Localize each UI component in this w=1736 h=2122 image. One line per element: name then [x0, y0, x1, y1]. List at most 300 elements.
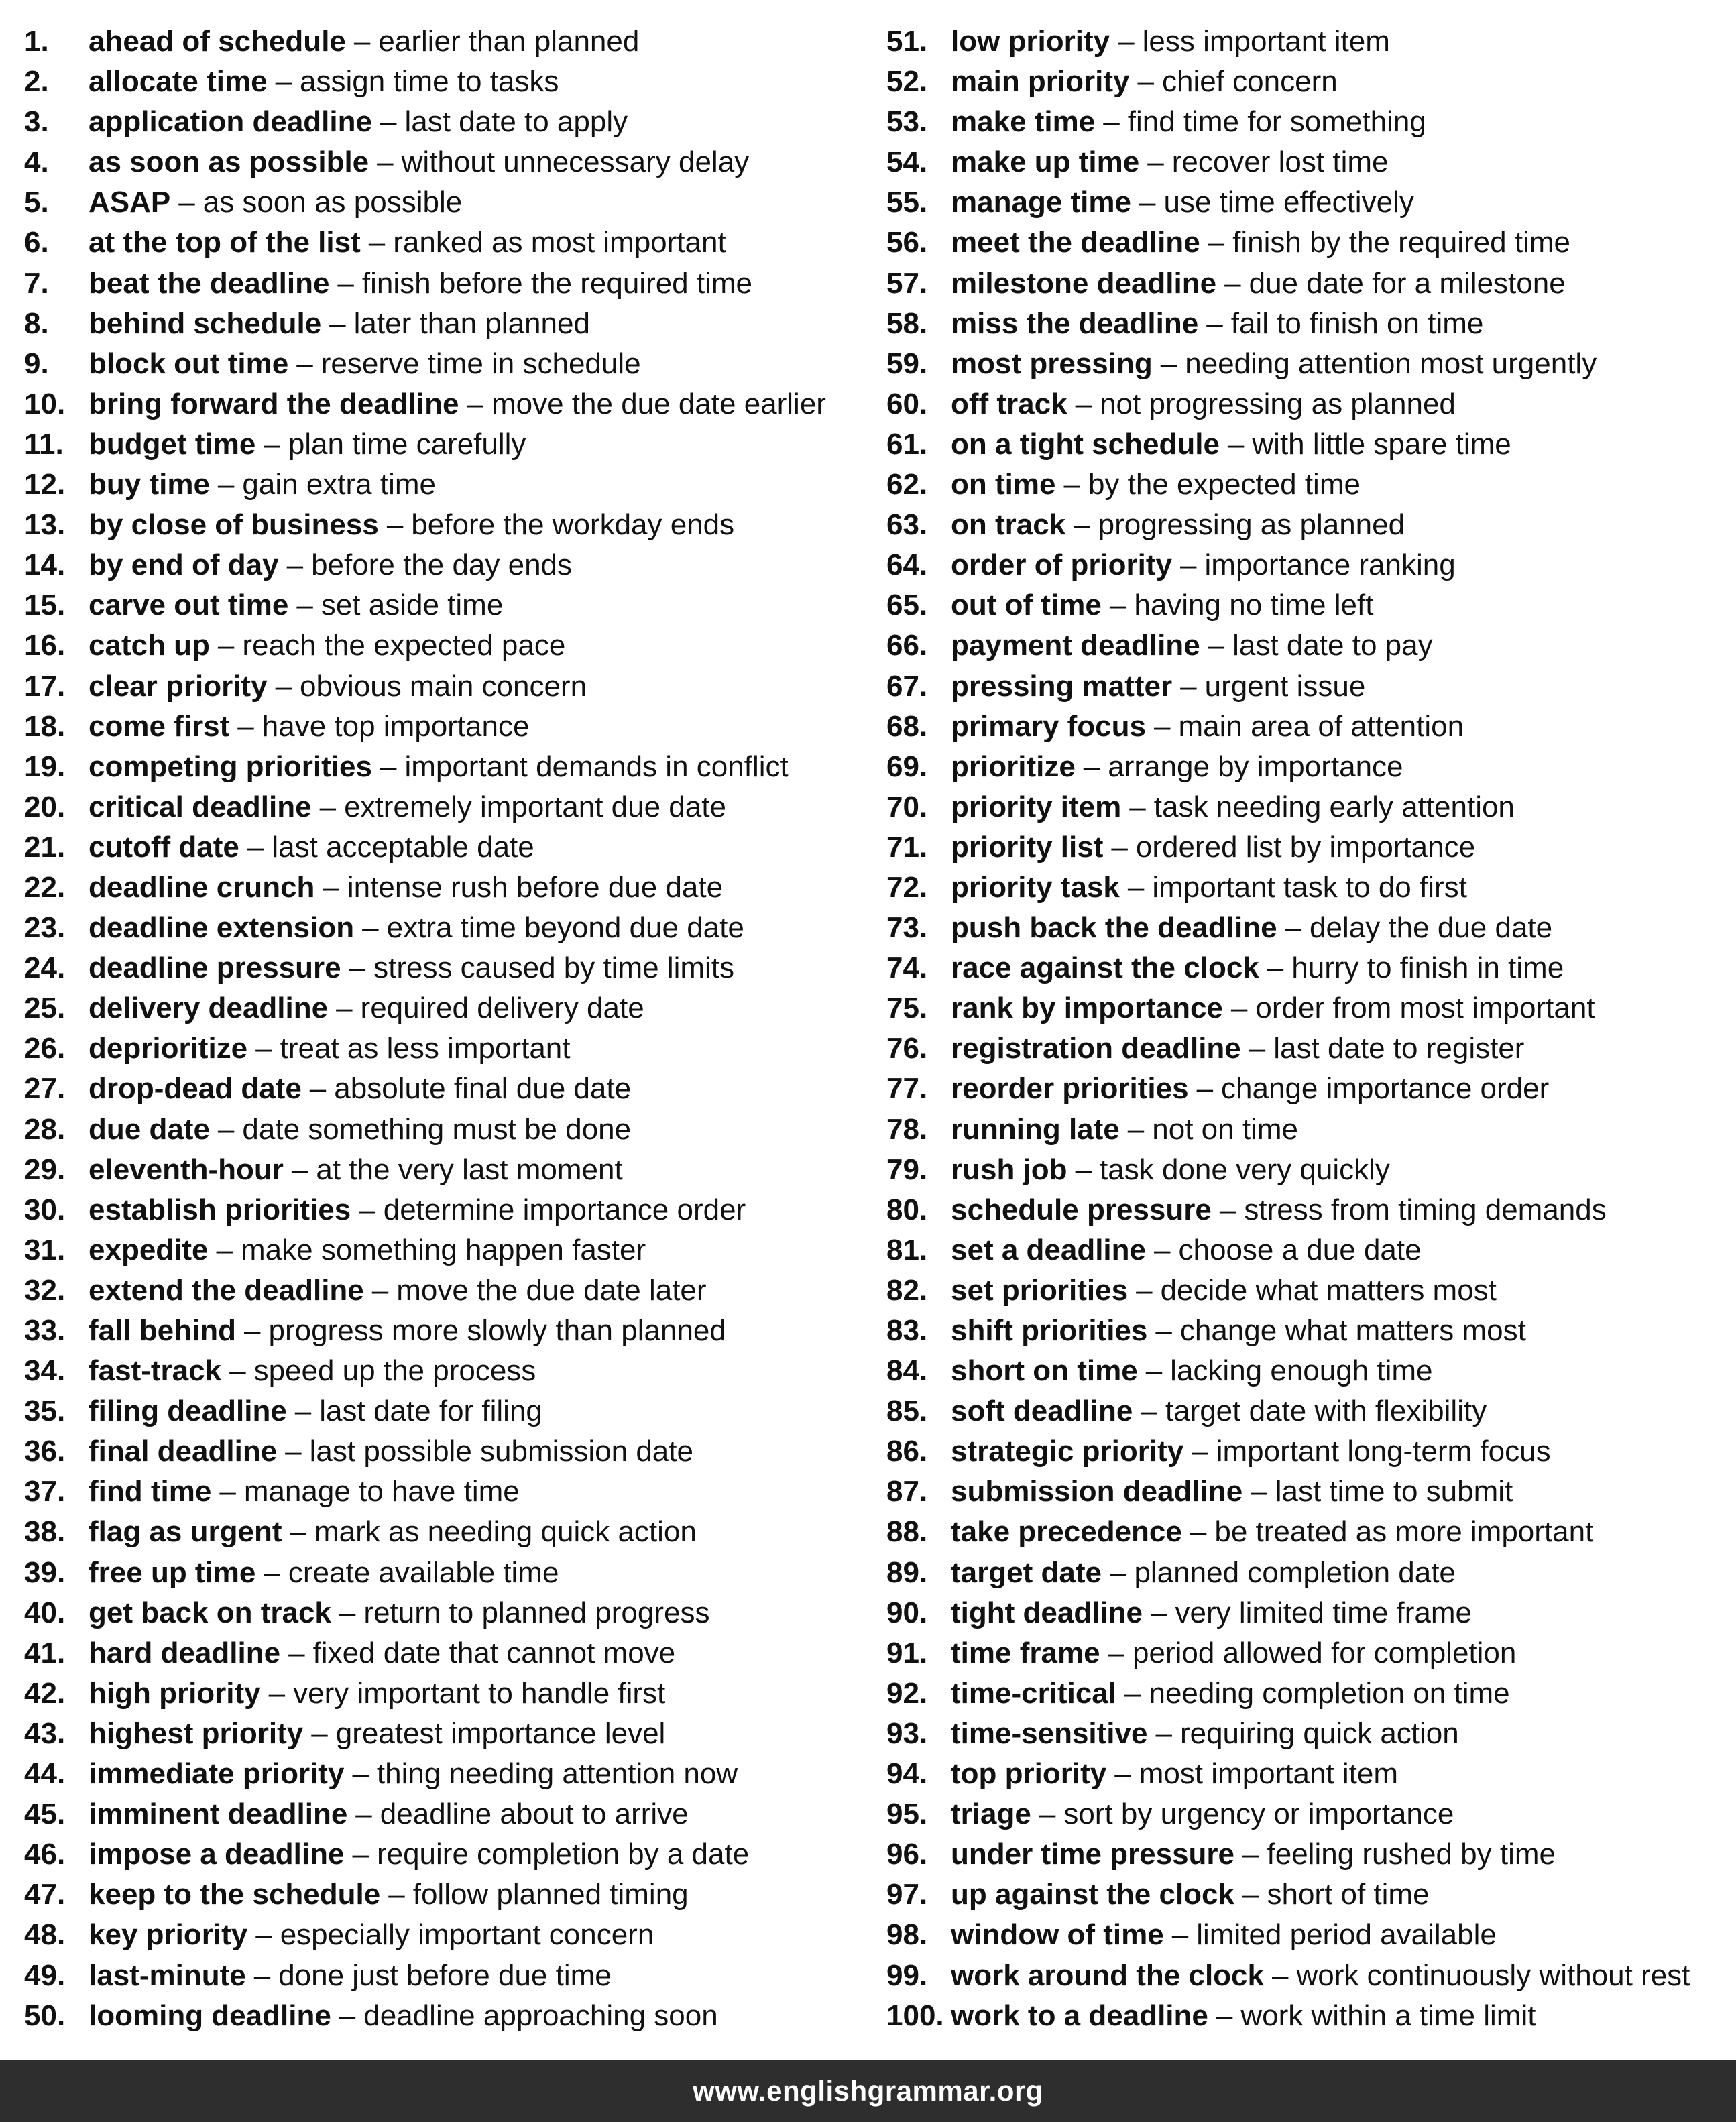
item-term: registration deadline — [951, 1032, 1241, 1065]
list-item — [24, 707, 862, 747]
item-separator: – — [1208, 226, 1225, 259]
item-definition: important demands in conflict — [404, 750, 789, 783]
item-term: on time — [951, 468, 1056, 502]
item-number: 26. — [24, 1032, 66, 1065]
item-separator: – — [380, 105, 397, 139]
item-separator: – — [349, 951, 366, 985]
item-definition: before the day ends — [311, 548, 573, 582]
list-item — [886, 585, 1733, 626]
list-item — [24, 1069, 862, 1109]
item-term: triage — [951, 1797, 1031, 1831]
list-item — [886, 1271, 1733, 1311]
list-item — [24, 142, 862, 182]
item-separator: – — [1103, 105, 1120, 139]
item-definition: as soon as possible — [202, 186, 463, 219]
item-term: race against the clock — [951, 951, 1259, 985]
item-number: 86. — [886, 1435, 928, 1468]
item-definition: have top importance — [262, 709, 530, 743]
item-number: 45. — [24, 1797, 66, 1831]
item-term: carve out time — [89, 589, 289, 622]
item-number: 72. — [886, 870, 928, 904]
item-number: 32. — [24, 1273, 66, 1307]
item-separator: – — [319, 790, 337, 823]
item-separator: – — [1109, 1555, 1126, 1589]
item-separator: – — [1227, 427, 1245, 461]
item-definition: main area of attention — [1178, 709, 1464, 743]
item-number: 91. — [886, 1636, 928, 1669]
list-item — [886, 1834, 1733, 1875]
list-item — [886, 626, 1733, 666]
item-term: make up time — [951, 145, 1140, 179]
list-item — [24, 1271, 862, 1311]
item-term: main priority — [951, 65, 1130, 99]
item-number: 63. — [886, 508, 928, 542]
item-number: 37. — [24, 1475, 66, 1509]
list-item — [886, 666, 1733, 707]
item-definition: hurry to finish in time — [1291, 951, 1564, 985]
item-definition: important long-term focus — [1216, 1435, 1551, 1468]
item-term: make time — [951, 105, 1096, 139]
item-definition: follow planned timing — [412, 1878, 689, 1911]
item-separator: – — [323, 870, 339, 904]
list-item — [886, 1593, 1733, 1633]
item-term: application deadline — [89, 105, 372, 139]
item-separator: – — [1108, 1636, 1125, 1669]
item-number: 83. — [886, 1314, 928, 1347]
item-number: 54. — [886, 145, 928, 179]
item-number: 1. — [24, 25, 49, 58]
item-number: 56. — [886, 226, 928, 259]
item-separator: – — [264, 427, 280, 461]
item-separator: – — [219, 1475, 236, 1509]
list-item — [24, 1714, 862, 1754]
list-item — [24, 545, 862, 585]
item-number: 65. — [886, 589, 928, 622]
list-item — [886, 223, 1733, 263]
item-term: bring forward the deadline — [89, 387, 459, 420]
list-item — [24, 1472, 862, 1512]
item-term: reorder priorities — [951, 1072, 1189, 1106]
item-term: on track — [951, 508, 1066, 542]
item-number: 39. — [24, 1555, 66, 1589]
item-definition: chief concern — [1161, 65, 1338, 99]
item-number: 20. — [24, 790, 66, 823]
item-number: 69. — [886, 750, 928, 783]
item-definition: plan time carefully — [288, 427, 526, 461]
list-item — [886, 142, 1733, 182]
item-term: by close of business — [89, 508, 379, 542]
item-separator: – — [1180, 669, 1197, 703]
item-definition: order from most important — [1255, 992, 1595, 1025]
item-definition: reserve time in schedule — [321, 347, 641, 380]
item-separator: – — [1154, 1233, 1171, 1266]
item-definition: having no time left — [1134, 589, 1374, 622]
list-item — [24, 1311, 862, 1351]
item-term: milestone deadline — [951, 266, 1217, 300]
item-separator: – — [1151, 1596, 1167, 1629]
item-separator: – — [1127, 1112, 1145, 1146]
item-term: imminent deadline — [89, 1797, 348, 1831]
item-separator: – — [1251, 1475, 1267, 1509]
list-item — [886, 1794, 1733, 1834]
item-number: 6. — [24, 226, 49, 259]
item-term: ahead of schedule — [89, 25, 346, 58]
item-definition: needing attention most urgently — [1185, 347, 1597, 380]
item-term: priority item — [951, 790, 1122, 823]
list-item — [24, 62, 862, 102]
item-definition: deadline approaching soon — [363, 1999, 718, 2032]
item-separator: – — [359, 1193, 375, 1226]
list-item — [24, 1633, 862, 1673]
item-term: find time — [89, 1475, 212, 1509]
item-separator: – — [1129, 790, 1146, 823]
item-definition: absolute final due date — [334, 1072, 632, 1106]
item-term: low priority — [951, 25, 1110, 58]
list-item — [886, 1633, 1733, 1673]
list-item — [24, 1230, 862, 1271]
list-item — [24, 223, 862, 263]
item-number: 70. — [886, 790, 928, 823]
list-item — [886, 787, 1733, 827]
item-separator: – — [1267, 951, 1284, 985]
list-item — [886, 1996, 1733, 2036]
item-term: fast-track — [89, 1354, 222, 1388]
item-number: 59. — [886, 347, 928, 380]
item-number: 8. — [24, 306, 49, 340]
item-term: tight deadline — [951, 1596, 1143, 1629]
item-definition: target date with flexibility — [1165, 1395, 1487, 1428]
item-definition: make something happen faster — [241, 1233, 646, 1266]
item-term: looming deadline — [89, 1999, 331, 2032]
item-term: catch up — [89, 629, 210, 662]
item-term: budget time — [89, 427, 256, 461]
item-term: schedule pressure — [951, 1193, 1212, 1226]
item-separator: – — [1171, 1918, 1189, 1952]
item-definition: fail to finish on time — [1230, 306, 1484, 340]
item-term: clear priority — [89, 669, 268, 703]
list-item — [24, 908, 862, 948]
item-definition: limited period available — [1196, 1918, 1497, 1952]
item-separator: – — [1206, 306, 1223, 340]
item-separator: – — [217, 629, 235, 662]
item-term: key priority — [89, 1918, 248, 1952]
item-definition: before the workday ends — [411, 508, 735, 542]
item-definition: greatest importance level — [335, 1716, 666, 1750]
item-separator: – — [216, 1233, 233, 1266]
list-item — [24, 948, 862, 988]
item-number: 47. — [24, 1878, 66, 1911]
item-term: prioritize — [951, 750, 1076, 783]
list-item — [24, 1915, 862, 1955]
item-separator: – — [467, 387, 483, 420]
item-separator: – — [1074, 508, 1090, 542]
item-separator: – — [290, 1515, 306, 1549]
item-definition: last date for filing — [319, 1395, 542, 1428]
item-separator: – — [275, 669, 292, 703]
item-term: on a tight schedule — [951, 427, 1220, 461]
item-term: set priorities — [951, 1273, 1129, 1307]
item-number: 90. — [886, 1596, 928, 1629]
list-item — [886, 62, 1733, 102]
item-separator: – — [1075, 387, 1092, 420]
item-number: 48. — [24, 1918, 66, 1952]
item-definition: importance ranking — [1204, 548, 1456, 582]
item-number: 98. — [886, 1918, 928, 1952]
item-term: beat the deadline — [89, 266, 330, 300]
item-number: 97. — [886, 1878, 928, 1911]
item-term: behind schedule — [89, 306, 322, 340]
item-term: last-minute — [89, 1958, 246, 1992]
item-separator: – — [255, 1032, 272, 1065]
item-term: most pressing — [951, 347, 1153, 380]
list-item — [24, 585, 862, 626]
item-term: miss the deadline — [951, 306, 1199, 340]
item-definition: reach the expected pace — [242, 629, 566, 662]
item-definition: with little spare time — [1252, 427, 1511, 461]
item-term: block out time — [89, 347, 289, 380]
item-term: hard deadline — [89, 1636, 281, 1669]
item-separator: – — [178, 186, 195, 219]
list-item — [886, 1028, 1733, 1069]
item-term: primary focus — [951, 709, 1146, 743]
item-term: free up time — [89, 1555, 256, 1589]
item-number: 99. — [886, 1958, 928, 1992]
item-separator: – — [217, 468, 235, 502]
item-number: 35. — [24, 1395, 66, 1428]
list-item — [24, 1593, 862, 1633]
item-separator: – — [1219, 1193, 1236, 1226]
item-definition: last possible submission date — [309, 1435, 693, 1468]
item-definition: done just before due time — [278, 1958, 612, 1992]
item-definition: last acceptable date — [272, 830, 534, 864]
item-term: payment deadline — [951, 629, 1200, 662]
item-separator: – — [288, 1636, 305, 1669]
item-separator: – — [294, 1395, 312, 1428]
item-definition: choose a due date — [1178, 1233, 1422, 1266]
item-definition: last date to apply — [404, 105, 628, 139]
item-definition: needing completion on time — [1149, 1676, 1510, 1710]
item-separator: – — [377, 145, 394, 179]
item-term: meet the deadline — [951, 226, 1200, 259]
item-number: 9. — [24, 347, 49, 380]
item-number: 68. — [886, 709, 928, 743]
item-number: 64. — [886, 548, 928, 582]
item-number: 66. — [886, 629, 928, 662]
item-definition: intense rush before due date — [347, 870, 724, 904]
item-term: running late — [951, 1112, 1120, 1146]
item-separator: – — [1136, 1273, 1153, 1307]
item-definition: planned completion date — [1134, 1555, 1456, 1589]
item-number: 25. — [24, 992, 66, 1025]
item-term: critical deadline — [89, 790, 312, 823]
item-number: 18. — [24, 709, 66, 743]
list-item — [886, 1512, 1733, 1552]
item-term: rush job — [951, 1153, 1067, 1186]
item-separator: – — [386, 508, 404, 542]
item-separator: – — [355, 1797, 372, 1831]
item-number: 53. — [886, 105, 928, 139]
list-item — [24, 747, 862, 787]
item-separator: – — [255, 1918, 272, 1952]
item-separator: – — [253, 1958, 271, 1992]
item-definition: assign time to tasks — [300, 65, 559, 99]
item-definition: find time for something — [1127, 105, 1426, 139]
list-item — [24, 1794, 862, 1834]
item-term: come first — [89, 709, 230, 743]
item-number: 78. — [886, 1112, 928, 1146]
item-number: 61. — [886, 427, 928, 461]
list-item — [24, 1351, 862, 1391]
item-definition: progress more slowly than planned — [268, 1314, 726, 1347]
item-separator: – — [1155, 1314, 1172, 1347]
column-right — [886, 21, 1733, 2036]
item-definition: mark as needing quick action — [314, 1515, 697, 1549]
item-definition: manage to have time — [243, 1475, 520, 1509]
item-separator: – — [1039, 1797, 1056, 1831]
item-definition: not progressing as planned — [1100, 387, 1456, 420]
list-item — [886, 263, 1733, 304]
item-number: 21. — [24, 830, 66, 864]
list-item — [24, 304, 862, 344]
item-number: 51. — [886, 25, 928, 58]
item-separator: – — [1155, 1716, 1172, 1750]
item-term: impose a deadline — [89, 1838, 345, 1871]
list-item — [886, 1673, 1733, 1714]
item-definition: thing needing attention now — [376, 1757, 738, 1791]
item-separator: – — [1216, 1999, 1233, 2032]
item-definition: work within a time limit — [1240, 1999, 1536, 2032]
list-item — [24, 1512, 862, 1552]
item-number: 14. — [24, 548, 66, 582]
item-term: deprioritize — [89, 1032, 248, 1065]
item-separator: – — [1285, 911, 1302, 945]
item-separator: – — [329, 306, 346, 340]
list-item — [24, 1110, 862, 1150]
item-separator: – — [1141, 1395, 1157, 1428]
item-number: 30. — [24, 1193, 66, 1226]
item-number: 5. — [24, 186, 49, 219]
item-number: 67. — [886, 669, 928, 703]
item-term: get back on track — [89, 1596, 331, 1629]
item-definition: progressing as planned — [1098, 508, 1405, 542]
item-term: push back the deadline — [951, 911, 1277, 945]
item-separator: – — [309, 1072, 327, 1106]
item-term: top priority — [951, 1757, 1107, 1791]
list-item — [886, 1110, 1733, 1150]
item-term: under time pressure — [951, 1838, 1235, 1871]
item-definition: date something must be done — [242, 1112, 632, 1146]
list-item — [886, 1391, 1733, 1431]
item-separator: – — [1242, 1838, 1259, 1871]
item-number: 95. — [886, 1797, 928, 1831]
item-term: keep to the schedule — [89, 1878, 381, 1911]
list-item — [886, 948, 1733, 988]
item-number: 82. — [886, 1273, 928, 1307]
item-definition: not on time — [1152, 1112, 1298, 1146]
item-definition: due date for a milestone — [1249, 266, 1566, 300]
item-definition: sort by urgency or importance — [1063, 1797, 1454, 1831]
item-term: order of priority — [951, 548, 1173, 582]
item-separator: – — [1224, 266, 1241, 300]
item-separator: – — [337, 266, 354, 300]
list-item — [24, 1028, 862, 1069]
item-definition: determine importance order — [383, 1193, 746, 1226]
item-term: priority list — [951, 830, 1104, 864]
list-item — [24, 102, 862, 142]
list-item — [24, 263, 862, 304]
item-definition: set aside time — [321, 589, 504, 622]
footer-bar — [0, 2060, 1736, 2122]
item-term: window of time — [951, 1918, 1164, 1952]
item-definition: work continuously without rest — [1296, 1958, 1690, 1992]
item-definition: obvious main concern — [300, 669, 587, 703]
item-definition: period allowed for completion — [1133, 1636, 1517, 1669]
list-item — [24, 505, 862, 545]
item-definition: fixed date that cannot move — [312, 1636, 676, 1669]
item-separator: – — [368, 226, 386, 259]
list-item — [886, 1956, 1733, 1996]
item-separator: – — [1147, 145, 1164, 179]
item-number: 100. — [886, 1999, 944, 2032]
item-term: flag as urgent — [89, 1515, 282, 1549]
item-definition: last date to register — [1273, 1032, 1525, 1065]
list-item — [24, 344, 862, 384]
item-separator: – — [1230, 992, 1248, 1025]
list-item — [886, 344, 1733, 384]
item-term: eleventh-hour — [89, 1153, 284, 1186]
item-term: submission deadline — [951, 1475, 1243, 1509]
list-item — [24, 827, 862, 868]
item-term: competing priorities — [89, 750, 372, 783]
list-item — [24, 626, 862, 666]
item-definition: finish before the required time — [361, 266, 753, 300]
item-number: 2. — [24, 65, 49, 99]
item-term: work around the clock — [951, 1958, 1264, 1992]
item-definition: later than planned — [353, 306, 590, 340]
item-separator: – — [388, 1878, 405, 1911]
item-definition: requiring quick action — [1179, 1716, 1459, 1750]
item-definition: task done very quickly — [1100, 1153, 1390, 1186]
item-term: fall behind — [89, 1314, 236, 1347]
item-number: 81. — [886, 1233, 928, 1266]
item-number: 10. — [24, 387, 66, 420]
list-item — [886, 868, 1733, 908]
list-item — [24, 666, 862, 707]
list-item — [24, 1875, 862, 1915]
item-number: 40. — [24, 1596, 66, 1629]
item-term: time-sensitive — [951, 1716, 1148, 1750]
item-number: 31. — [24, 1233, 66, 1266]
item-term: deadline crunch — [89, 870, 315, 904]
item-separator: – — [1192, 1435, 1208, 1468]
item-definition: earlier than planned — [378, 25, 640, 58]
item-term: short on time — [951, 1354, 1138, 1388]
item-separator: – — [380, 750, 397, 783]
item-term: cutoff date — [89, 830, 239, 864]
footer-url: www.englishgrammar.org — [693, 2074, 1043, 2107]
item-term: allocate time — [89, 65, 268, 99]
item-number: 12. — [24, 468, 66, 502]
item-term: rank by importance — [951, 992, 1223, 1025]
item-separator: – — [285, 1435, 302, 1468]
item-definition: move the due date earlier — [491, 387, 826, 420]
item-number: 17. — [24, 669, 66, 703]
item-number: 13. — [24, 508, 66, 542]
column-left — [24, 21, 862, 2036]
item-number: 52. — [886, 65, 928, 99]
item-definition: without unnecessary delay — [401, 145, 750, 179]
item-separator: – — [339, 1999, 356, 2032]
